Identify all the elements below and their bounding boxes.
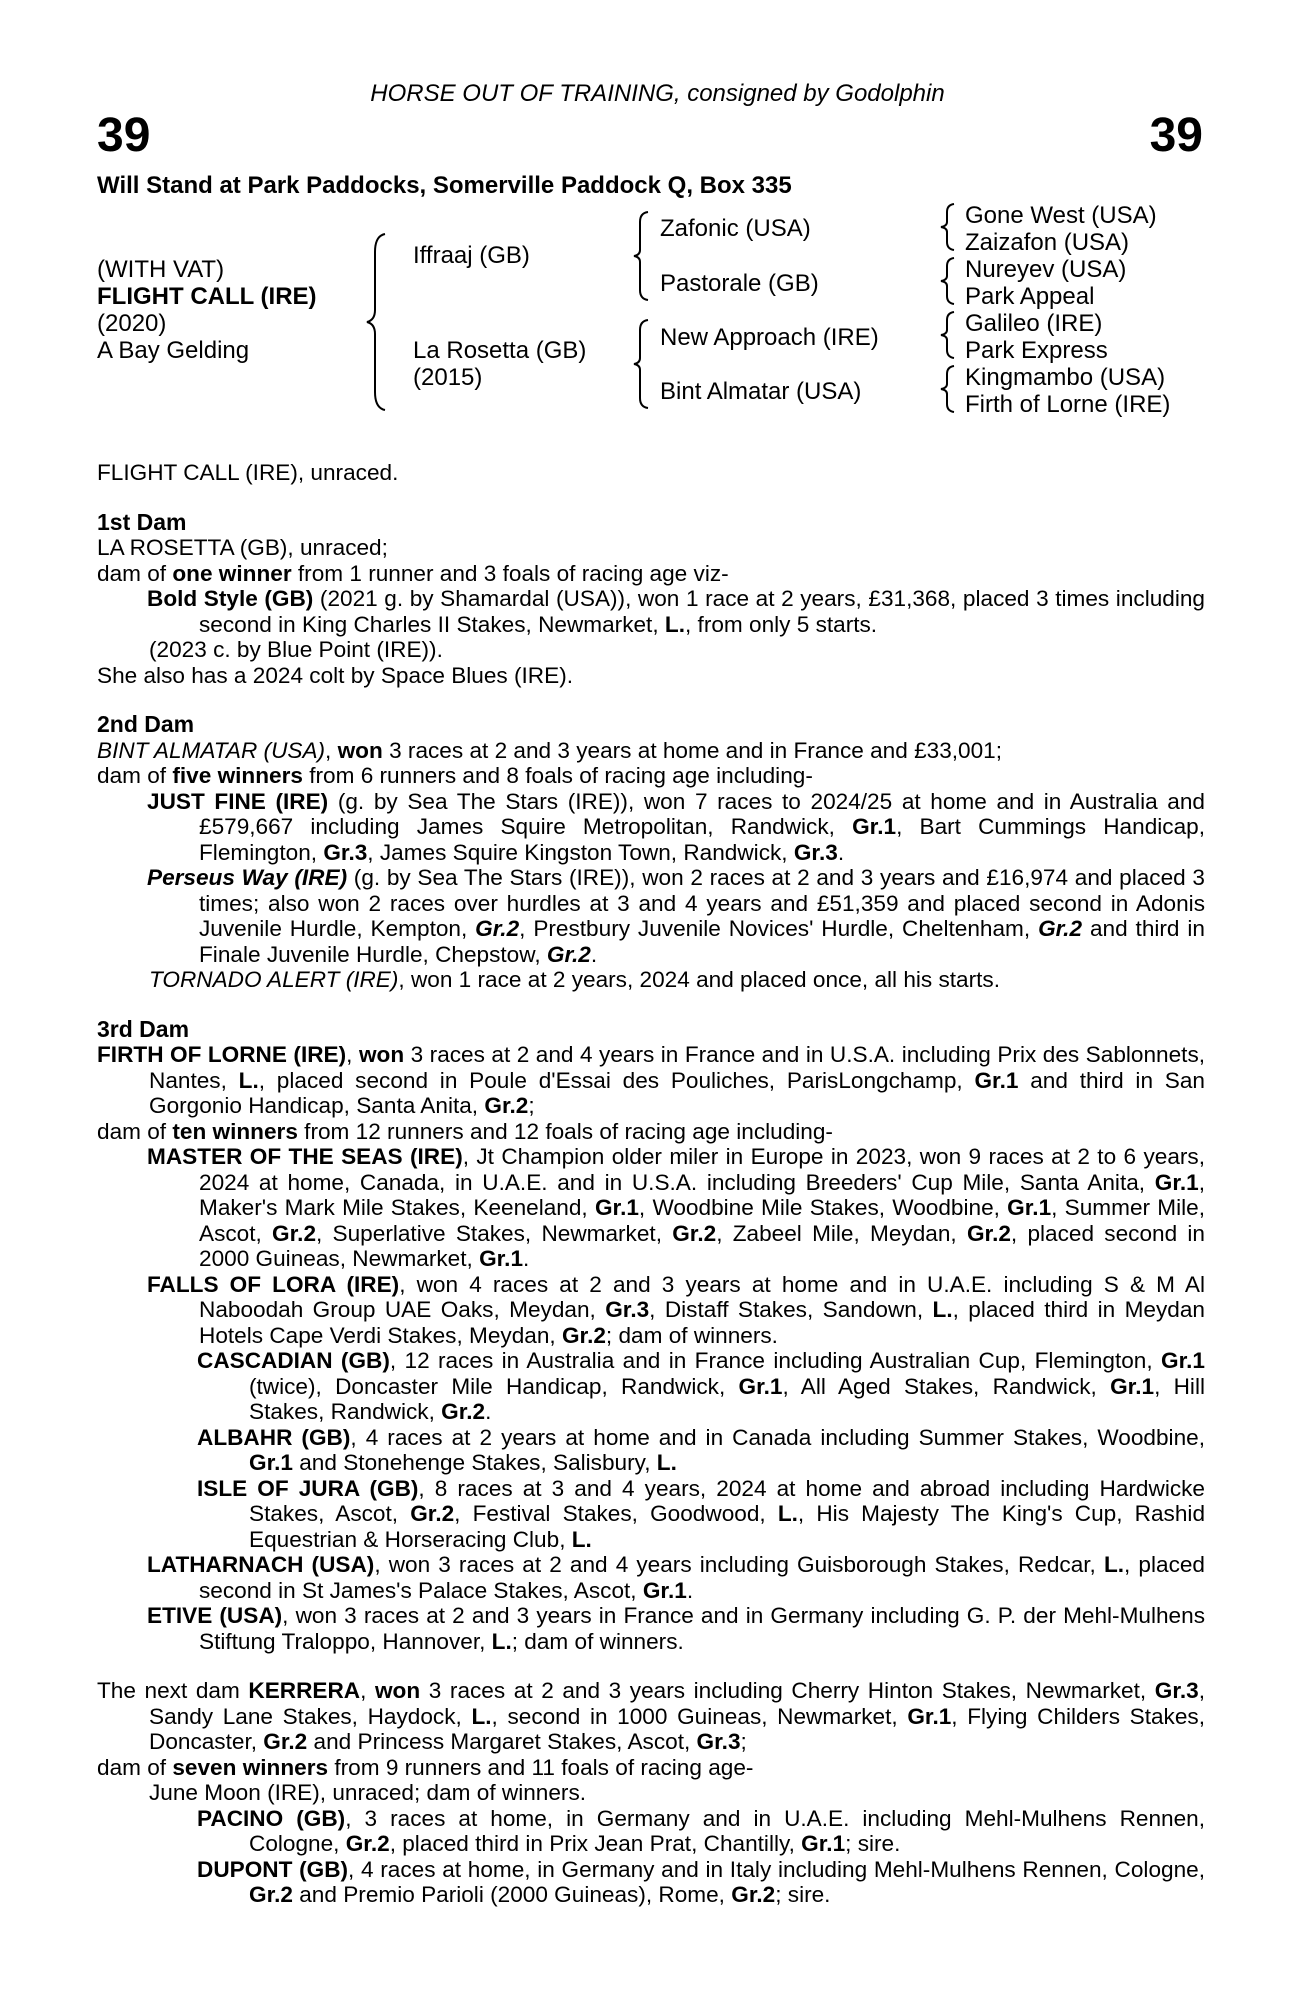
progeny-tornado-alert: TORNADO ALERT (IRE), won 1 race at 2 years, 2024 and placed once, all his starts. — [149, 967, 1000, 992]
stand-location: Will Stand at Park Paddocks, Somerville Paddock Q, Box 335 — [97, 172, 792, 199]
progeny-albahr: ALBAHR (GB), 4 races at 2 years at home and in Canada including Summer Stakes, Woodbine, Gr.1 and Stonehenge Stakes, Salisbury, L. — [197, 1424, 1205, 1475]
sire-dam: Pastorale (GB) — [660, 270, 819, 297]
progeny-latharnach: LATHARNACH (USA), won 3 races at 2 and 4 years including Guisborough Stakes, Redcar, L., placed second in St James's Palace Stakes, Ascot, Gr.1. — [147, 1552, 1205, 1603]
pedigree-brace-sire — [630, 210, 654, 302]
progeny-isle-of-jura: ISLE OF JURA (GB), 8 races at 3 and 4 years, 2024 at home and abroad including Hardwicke Stakes, Ascot, Gr.2, Festival Stakes, Goodwood, L., His Majesty The King's Cup, Rashid Equestrian & Horseracing Club, L. — [197, 1475, 1206, 1552]
next-dam-kerrera: The next dam KERRERA, won 3 races at 2 and 3 years including Cherry Hinton Stakes, Newmarket, Gr.3, Sandy Lane Stakes, Haydock, L., second in 1000 Guineas, Newmarket, Gr.1, Flying Childers Stakes, Doncaster, Gr.2 and Princess Margaret Stakes, Ascot, Gr.3; — [97, 1678, 1206, 1754]
colt-2024: She also has a 2024 colt by Space Blues (IRE). — [97, 662, 573, 688]
ss-dam: Zaizafon (USA) — [965, 229, 1130, 256]
catalogue-body — [97, 460, 1205, 1908]
dam-year: (2015) — [413, 364, 483, 391]
progeny-etive: ETIVE (USA), won 3 races at 2 and 3 years in France and in Germany including G. P. der Mehl-Mulhens Stiftung Traloppo, Hannover, L.; dam of winners. — [147, 1603, 1205, 1654]
sd-dam: Park Appeal — [965, 283, 1095, 310]
dam1-line2: dam of one winner from 1 runner and 3 foals of racing age viz- — [97, 560, 729, 586]
vat-note: (WITH VAT) — [97, 256, 225, 283]
progeny-pacino: PACINO (GB), 3 races at home, in Germany and in U.A.E. including Mehl-Mulhens Rennen, Cologne, Gr.2, placed third in Prix Jean Prat, Chantilly, Gr.1; sire. — [197, 1805, 1205, 1856]
lot-number-left: 39 — [97, 109, 151, 162]
pedigree-brace-dam — [630, 318, 654, 410]
progeny-just-fine: JUST FINE (IRE) (g. by Sea The Stars (IRE)), won 7 races to 2024/25 at home and in Australia and £579,667 including James Squire Metropolitan, Randwick, Gr.1, Bart Cummings Handicap, Flemington, Gr.3, James Squire Kingston Town, Randwick, Gr.3. — [147, 788, 1205, 865]
horse-year: (2020) — [97, 310, 167, 337]
sire-name: Iffraaj (GB) — [413, 242, 530, 269]
progeny-cascadian: CASCADIAN (GB), 12 races in Australia and in France including Australian Cup, Flemington, Gr.1 (twice), Doncaster Mile Handicap, Randwick, Gr.1, All Aged Stakes, Randwick, Gr.1, Hill Stakes, Randwick, Gr.2. — [197, 1348, 1205, 1424]
progeny-master-of-the-seas: MASTER OF THE SEAS (IRE), Jt Champion older miler in Europe in 2023, won 9 races at 2 to 6 years, 2024 at home, Canada, in U.A.E. and in U.S.A. including Breeders' Cup Mile, Santa Anita, Gr.1, Maker's Mark Mile Stakes, Keeneland, Gr.1, Woodbine Mile Stakes, Woodbine, Gr.1, Summer Mile, Ascot, Gr.2, Superlative Stakes, Newmarket, Gr.2, Zabeel Mile, Meydan, Gr.2, placed second in 2000 Guineas, Newmarket, Gr.1. — [147, 1144, 1205, 1271]
dam3-line2: dam of ten winners from 12 runners and 12 foals of racing age including- — [97, 1118, 833, 1144]
next-dam-line2: dam of seven winners from 9 runners and 11 foals of racing age- — [97, 1754, 754, 1780]
intro-line: FLIGHT CALL (IRE), unraced. — [97, 460, 399, 485]
ss-sire: Gone West (USA) — [965, 202, 1157, 229]
consignment-note: HORSE OUT OF TRAINING, consigned by Godolphin — [370, 80, 945, 107]
horse-description: A Bay Gelding — [97, 337, 250, 364]
pedigree-brace-main — [365, 232, 395, 412]
pedigree-brace-ss — [938, 202, 960, 252]
dam3-heading: 3rd Dam — [97, 1015, 190, 1042]
pedigree-brace-ds — [938, 310, 960, 360]
dam1-line1: LA ROSETTA (GB), unraced; — [97, 535, 388, 560]
progeny-falls-of-lora: FALLS OF LORA (IRE), won 4 races at 2 and 3 years at home and in U.A.E. including S & M Al Naboodah Group UAE Oaks, Meydan, Gr.3, Distaff Stakes, Sandown, L., placed third in Meydan Hotels Cape Verdi Stakes, Meydan, Gr.2; dam of winners. — [147, 1271, 1205, 1348]
dam-dam: Bint Almatar (USA) — [660, 378, 862, 405]
dam-name: La Rosetta (GB) — [413, 337, 587, 364]
dam3-line1: FIRTH OF LORNE (IRE), won 3 races at 2 and 4 years in France and in U.S.A. including Prix des Sablonnets, Nantes, L., placed second in Poule d'Essai des Pouliches, ParisLongchamp, Gr.1 and third in San Gorgonio Handicap, Santa Anita, Gr.2; — [97, 1042, 1206, 1118]
progeny-perseus-way: Perseus Way (IRE) (g. by Sea The Stars (IRE)), won 2 races at 2 and 3 years and £16,974 and placed 3 times; also won 2 races over hurdles at 3 and 4 years and £51,359 and placed second in Adonis Juvenile Hurdle, Kempton, Gr.2, Prestbury Juvenile Novices' Hurdle, Cheltenham, Gr.2 and third in Finale Juvenile Hurdle, Chepstow, Gr.2. — [147, 865, 1205, 967]
progeny-june-moon: June Moon (IRE), unraced; dam of winners. — [149, 1780, 587, 1805]
dam-sire: New Approach (IRE) — [660, 324, 879, 351]
dam2-line2: dam of five winners from 6 runners and 8 foals of racing age including- — [97, 763, 813, 788]
dd-dam: Firth of Lorne (IRE) — [965, 391, 1171, 418]
ds-sire: Galileo (IRE) — [965, 310, 1103, 337]
lot-number-right: 39 — [1149, 109, 1203, 162]
sire-sire: Zafonic (USA) — [660, 215, 811, 242]
pedigree-brace-sd — [938, 256, 960, 306]
sd-sire: Nureyev (USA) — [965, 256, 1127, 283]
dd-sire: Kingmambo (USA) — [965, 364, 1166, 391]
colt-2023: (2023 c. by Blue Point (IRE)). — [149, 637, 443, 662]
progeny-bold-style: Bold Style (GB) (2021 g. by Shamardal (USA)), won 1 race at 2 years, £31,368, placed 3 times including second in King Charles II Stakes, Newmarket, L., from only 5 starts. — [147, 586, 1205, 637]
horse-name: FLIGHT CALL (IRE) — [97, 283, 317, 310]
dam2-heading: 2nd Dam — [97, 711, 195, 737]
dam1-heading: 1st Dam — [97, 508, 187, 535]
progeny-dupont: DUPONT (GB), 4 races at home, in Germany and in Italy including Mehl-Mulhens Rennen, Cologne, Gr.2 and Premio Parioli (2000 Guineas), Rome, Gr.2; sire. — [197, 1856, 1205, 1907]
ds-dam: Park Express — [965, 337, 1108, 364]
dam2-line1: BINT ALMATAR (USA), won 3 races at 2 and 3 years at home and in France and £33,001; — [97, 737, 1003, 763]
pedigree-brace-dd — [938, 364, 960, 414]
